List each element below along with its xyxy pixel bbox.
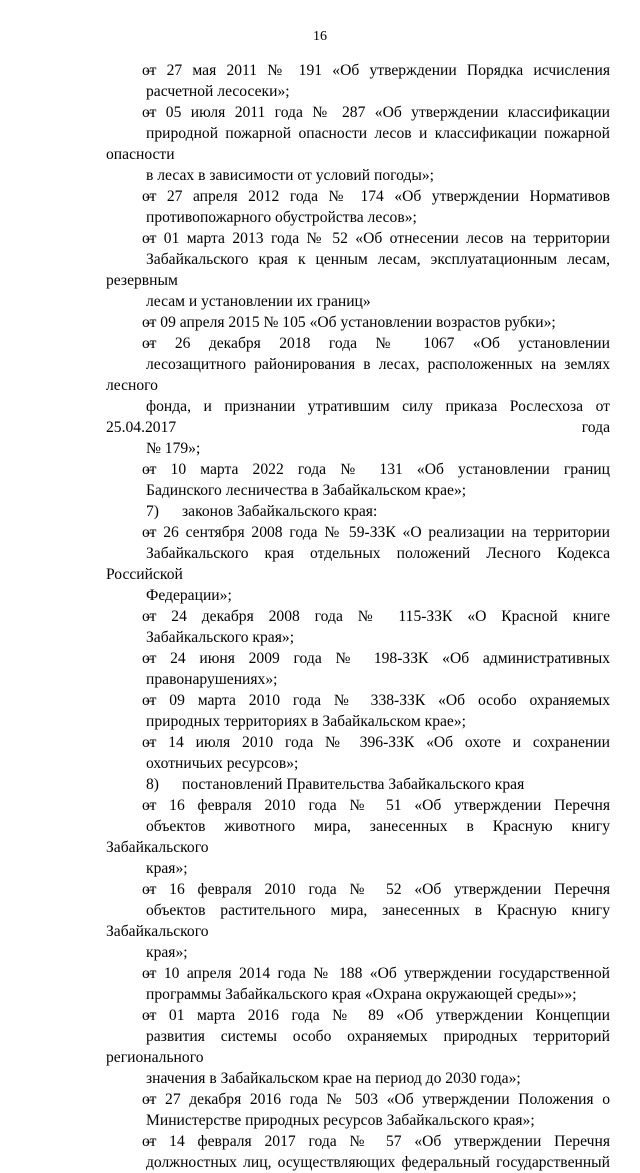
text-line: – от 26 декабря 2018 года № 1067 «Об установлении — [142, 335, 610, 352]
text-line: – от 24 декабря 2008 года № 115-ЗЗК «О Красной книге — [142, 608, 610, 625]
text-line: – от 16 февраля 2010 года № 52 «Об утверждении Перечня — [142, 881, 610, 898]
list-item — [106, 102, 610, 186]
text-line: природных территориях в Забайкальском крае»; — [146, 713, 466, 730]
list-item — [106, 60, 610, 102]
text-line: – от 27 декабря 2016 года № 503 «Об утверждении Положения о — [142, 1091, 610, 1108]
list-item — [106, 606, 610, 648]
list-item — [106, 879, 610, 963]
list-item — [106, 963, 610, 1005]
list-item — [106, 522, 610, 606]
text-line: Министерстве природных ресурсов Забайкальского края»; — [146, 1112, 535, 1129]
text-line: – от 26 сентября 2008 года № 59-ЗЗК «О реализации на территории — [142, 524, 610, 541]
text-line: – от 01 марта 2016 года № 89 «Об утверждении Концепции — [142, 1007, 610, 1024]
text-line: фонда, и признании утратившим силу приказа Рослесхоза от 25.04.2017 года — [106, 398, 610, 436]
list-item — [106, 459, 610, 501]
text-line: в лесах в зависимости от условий погоды»; — [146, 167, 435, 184]
text-line: лесозащитного районирования в лесах, расположенных на землях лесного — [106, 356, 610, 394]
text-line: должностных лиц, осуществляющих федеральный государственный — [146, 1154, 610, 1171]
section-heading — [106, 501, 610, 522]
text-line: лесам и установлении их границ» — [146, 293, 371, 310]
text-line: № 179»; — [146, 440, 201, 457]
list-item — [106, 333, 610, 459]
text-line: объектов растительного мира, занесенных в Красную книгу Забайкальского — [106, 902, 610, 940]
list-item — [106, 1131, 610, 1173]
text-line: – от 27 мая 2011 № 191 «Об утверждении Порядка исчисления — [142, 62, 610, 79]
text-line: Забайкальского края»; — [146, 629, 295, 646]
text-line: Забайкальского края к ценным лесам, эксплуатационным лесам, резервным — [106, 251, 610, 289]
text-line: – от 14 февраля 2017 года № 57 «Об утверждении Перечня — [142, 1133, 610, 1150]
text-line: Федерации»; — [146, 587, 232, 604]
text-line: Забайкальского края отдельных положений Лесного Кодекса Российской — [106, 545, 610, 583]
text-line: значения в Забайкальском крае на период до 2030 года»; — [146, 1070, 521, 1087]
list-item — [106, 186, 610, 228]
section-number: 7) — [146, 503, 159, 520]
text-line: – от 27 апреля 2012 года № 174 «Об утверждении Нормативов — [142, 188, 610, 205]
text-line: – от 01 марта 2013 года № 52 «Об отнесении лесов на территории — [142, 230, 610, 247]
page-number: 16 — [313, 29, 327, 44]
text-line: – от 05 июля 2011 года № 287 «Об утверждении классификации — [142, 104, 610, 121]
text-line: правонарушениях»; — [146, 671, 278, 688]
section-heading — [106, 774, 610, 795]
text-line: противопожарного обустройства лесов»; — [146, 209, 417, 226]
text-line: – от 09 марта 2010 года № 338-ЗЗК «Об особо охраняемых — [142, 692, 610, 709]
list-item — [106, 1005, 610, 1089]
text-line: края»; — [146, 944, 188, 961]
text-line: – от 14 июля 2010 года № 396-ЗЗК «Об охоте и сохранении — [142, 734, 610, 751]
text-line: – от 24 июня 2009 года № 198-ЗЗК «Об административных — [142, 650, 610, 667]
text-line: края»; — [146, 860, 188, 877]
list-item — [106, 690, 610, 732]
text-line: – от 09 апреля 2015 № 105 «Об установлении возрастов рубки»; — [142, 314, 556, 331]
list-item — [106, 795, 610, 879]
text-line: охотничьих ресурсов»; — [146, 755, 299, 772]
section-number: 8) — [146, 776, 159, 793]
text-line: природной пожарной опасности лесов и классификации пожарной опасности — [106, 125, 610, 163]
list-item — [106, 1089, 610, 1131]
list-item — [106, 228, 610, 312]
text-line: – от 16 февраля 2010 года № 51 «Об утверждении Перечня — [142, 797, 610, 814]
text-line: объектов животного мира, занесенных в Красную книгу Забайкальского — [106, 818, 610, 856]
document-body — [106, 60, 610, 1173]
list-item — [106, 648, 610, 690]
section-title: постановлений Правительства Забайкальского края — [182, 776, 525, 793]
text-line: – от 10 апреля 2014 года № 188 «Об утверждении государственной — [142, 965, 610, 982]
section-title: законов Забайкальского края: — [182, 503, 378, 520]
text-line: Бадинского лесничества в Забайкальском крае»; — [146, 482, 467, 499]
text-line: развития системы особо охраняемых природных территорий регионального — [106, 1028, 610, 1066]
list-item — [106, 732, 610, 774]
text-line: программы Забайкальского края «Охрана окружающей среды»»; — [146, 986, 577, 1003]
text-line: расчетной лесосеки»; — [146, 83, 290, 100]
text-line: – от 10 марта 2022 года № 131 «Об установлении границ — [142, 461, 610, 478]
list-item — [106, 312, 610, 333]
